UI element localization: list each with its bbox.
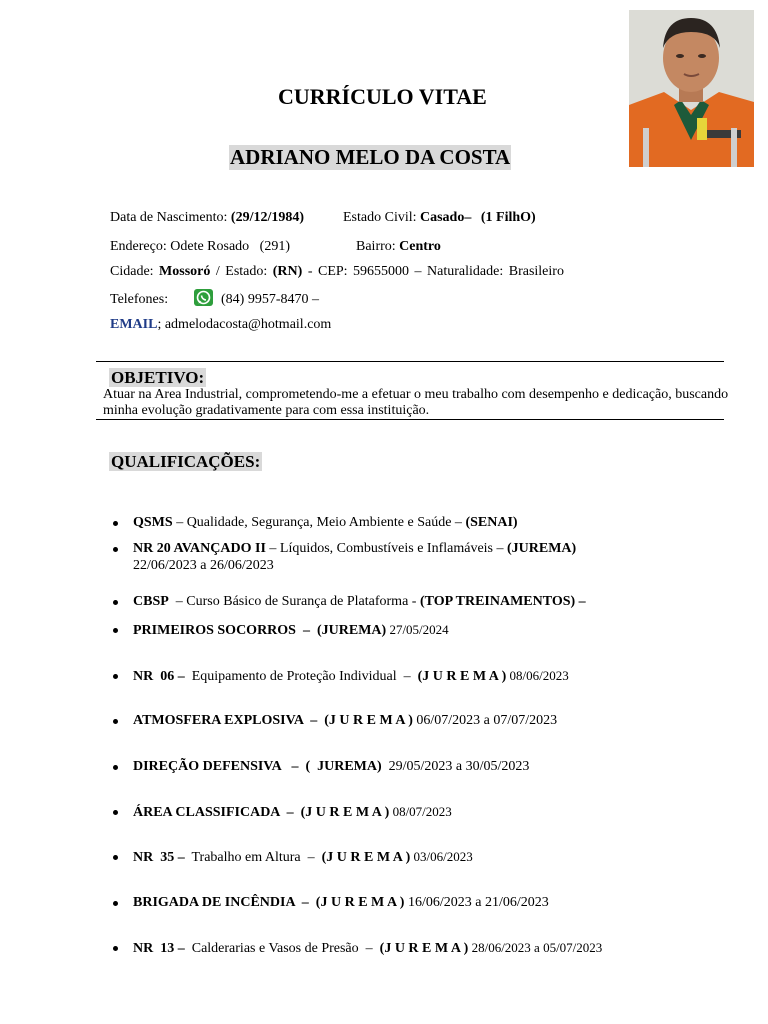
qualification-date: 28/06/2023 a 05/07/2023	[468, 940, 603, 955]
document-title: CURRÍCULO VITAE	[278, 84, 487, 109]
objective-text: Atuar na Area Industrial, comprometendo-me a efetuar o meu trabalho com desempenho e dedicação, buscando minha evolução gradativamente para com essa instituição.	[103, 387, 729, 418]
address-line	[110, 239, 290, 255]
district-label: Bairro:	[356, 239, 396, 254]
email-value: ; admelodacosta@hotmail.com	[157, 317, 332, 332]
bullet	[113, 628, 118, 633]
qualification-date: 03/06/2023	[410, 849, 473, 864]
state-label: / Estado:	[215, 264, 268, 279]
birth-value: (29/12/1984)	[230, 210, 305, 225]
qualification-title: NR 20 AVANÇADO II	[133, 541, 266, 556]
qualification-item	[133, 759, 529, 775]
qualification-date: 16/06/2023 a 21/06/2023	[404, 895, 549, 910]
birth-label: Data de Nascimento:	[110, 210, 228, 225]
qualification-item	[133, 541, 576, 557]
qualification-item	[133, 713, 557, 729]
qualification-item	[133, 895, 549, 911]
qualification-desc: – Líquidos, Combustíveis e Inflamáveis –	[265, 541, 507, 556]
qualification-org: (J U R E M A )	[417, 669, 507, 684]
bullet	[113, 765, 118, 770]
cep-value: 59655000	[353, 264, 410, 279]
bullet	[113, 901, 118, 906]
qualification-desc: Calderarias e Vasos de Presão –	[184, 941, 380, 956]
qualification-item	[133, 940, 602, 957]
city-value: Mossoró	[159, 264, 211, 279]
qualification-date: 06/07/2023 a 07/07/2023	[412, 713, 558, 728]
phone-value: (84) 9957-8470 –	[221, 292, 319, 307]
qualification-org: (SENAI)	[465, 515, 518, 530]
qualification-org: (J U R E M A )	[379, 941, 469, 956]
qualification-item	[133, 515, 518, 531]
civil-label: Estado Civil:	[343, 210, 417, 225]
divider-top	[96, 361, 724, 362]
bullet	[113, 810, 118, 815]
qualification-org: (TOP TREINAMENTOS) –	[419, 594, 586, 609]
qualification-title: ÁREA CLASSIFICADA – (J U R E M A )	[133, 805, 390, 820]
nationality-value: Brasileiro	[508, 264, 564, 279]
qualification-title: BRIGADA DE INCÊNDIA – (J U R E M A )	[133, 895, 405, 910]
civil-status-line	[343, 210, 536, 226]
divider-bottom	[96, 419, 724, 420]
qualification-title: QSMS	[133, 515, 173, 530]
qualifications-heading: QUALIFICAÇÕES:	[111, 452, 261, 471]
civil-value: Casado–	[420, 210, 472, 225]
qualification-item	[133, 849, 473, 866]
qualification-org: (JUREMA)	[507, 541, 577, 556]
nationality-label: – Naturalidade:	[414, 264, 504, 279]
email-label: EMAIL	[110, 317, 158, 332]
address-value: Odete Rosado (291)	[170, 239, 291, 254]
qualification-item	[133, 594, 586, 610]
qualification-title: PRIMEIROS SOCORROS – (JUREMA)	[133, 623, 387, 638]
children-value: (1 FilhO)	[480, 210, 536, 225]
qualification-date: 22/06/2023 a 26/06/2023	[133, 558, 274, 573]
city-label: Cidade:	[110, 264, 154, 279]
qualification-org: (J U R E M A )	[321, 850, 411, 865]
qualification-desc: Equipamento de Proteção Individual –	[184, 669, 418, 684]
bullet	[113, 674, 118, 679]
qualification-title: NR 06 –	[133, 669, 185, 684]
qualification-title: NR 35 –	[133, 850, 185, 865]
qualification-desc: Trabalho em Altura –	[184, 850, 322, 865]
qualification-title: CBSP	[133, 594, 169, 609]
district-value: Centro	[399, 239, 441, 254]
qualification-title: ATMOSFERA EXPLOSIVA – (J U R E M A )	[133, 713, 413, 728]
cep-label: - CEP:	[307, 264, 348, 279]
profile-photo	[629, 10, 754, 167]
email-line	[110, 317, 331, 333]
qualification-date: 08/06/2023	[506, 668, 569, 683]
qualification-date: 08/07/2023	[389, 804, 452, 819]
bullet	[113, 600, 118, 605]
qualification-item	[133, 804, 452, 821]
bullet	[113, 855, 118, 860]
bullet	[113, 946, 118, 951]
state-value: (RN)	[272, 264, 303, 279]
bullet	[113, 547, 118, 552]
objective-heading: OBJETIVO:	[111, 368, 205, 387]
qualification-title: NR 13 –	[133, 941, 185, 956]
qualification-desc: – Curso Básico de Surança de Plataforma -	[168, 594, 420, 609]
birth-date-line	[110, 210, 304, 226]
candidate-name: ADRIANO MELO DA COSTA	[230, 145, 511, 169]
district-line	[356, 239, 441, 255]
qualification-title: DIREÇÃO DEFENSIVA – ( JUREMA)	[133, 759, 382, 774]
bullet	[113, 521, 118, 526]
qualification-item	[133, 622, 449, 639]
qualification-date: 29/05/2023 a 30/05/2023	[381, 759, 530, 774]
qualification-desc: – Qualidade, Segurança, Meio Ambiente e Saúde –	[172, 515, 466, 530]
city-line	[110, 264, 564, 280]
bullet	[113, 719, 118, 724]
qualification-item	[133, 668, 569, 685]
qualification-date: 27/05/2024	[386, 622, 449, 637]
address-label: Endereço:	[110, 239, 167, 254]
phone-label: Telefones:	[110, 292, 169, 307]
whatsapp-icon	[194, 289, 213, 306]
